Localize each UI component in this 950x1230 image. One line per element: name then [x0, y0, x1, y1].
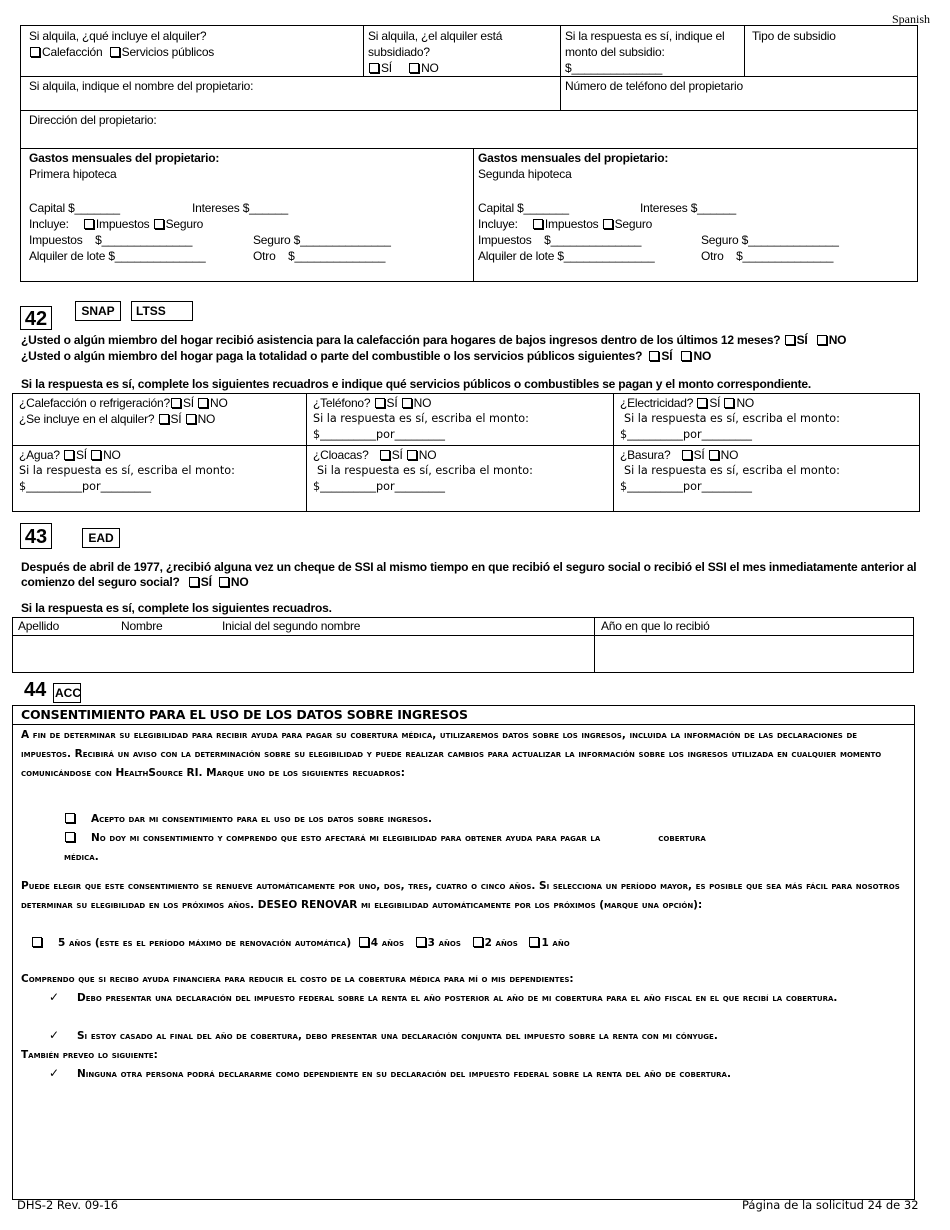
trash-label: ¿Basura?: [620, 448, 671, 462]
trash-no-checkbox[interactable]: [709, 450, 719, 460]
insurance-option-left: Seguro: [165, 217, 204, 231]
phone-amount-prompt: Si la respuesta es sí, escriba el monto:: [313, 412, 529, 425]
subsidized-yes-checkbox[interactable]: [369, 63, 379, 73]
yes-label: SÍ: [75, 448, 87, 462]
middle-initial-header: Inicial del segundo nombre: [222, 619, 361, 633]
language-label: Spanish: [891, 12, 930, 26]
subsidy-amount-field[interactable]: $______________: [565, 61, 663, 75]
subsidized-no-checkbox[interactable]: [409, 63, 419, 73]
taxes-checkbox-left[interactable]: [84, 219, 94, 229]
trash-amount-prompt: Si la respuesta es sí, escriba el monto:: [624, 464, 840, 477]
consent-accept-label: Acepto dar mi consentimiento para el uso de los datos sobre ingresos.: [91, 813, 433, 825]
yes-label: SÍ: [391, 448, 403, 462]
capital-field-right[interactable]: Capital $_______: [478, 201, 569, 215]
renew-2-checkbox[interactable]: [473, 937, 483, 947]
renew-5-checkbox[interactable]: [32, 937, 42, 947]
taxes-option-right: Impuestos: [544, 217, 599, 231]
q42-2-no-checkbox[interactable]: [681, 351, 691, 361]
yes-label: SÍ: [709, 396, 721, 410]
included-yes-checkbox[interactable]: [159, 414, 169, 424]
insurance-option-right: Seguro: [614, 217, 653, 231]
page-total: 32: [903, 1198, 919, 1212]
q42-question-2: ¿Usted o algún miembro del hogar paga la totalidad o parte del combustible o los servicios públicos siguientes?: [21, 349, 643, 363]
no-label: NO: [720, 448, 739, 462]
heating-cooling-label: ¿Calefacción o refrigeración?: [19, 396, 170, 410]
yes-label: SÍ: [381, 61, 392, 75]
electricity-amount-field[interactable]: $__________por_________: [620, 428, 752, 441]
trash-yes-checkbox[interactable]: [682, 450, 692, 460]
heating-no-checkbox[interactable]: [198, 398, 208, 408]
water-amount-prompt: Si la respuesta es sí, escriba el monto:: [19, 464, 235, 477]
insurance-checkbox-right[interactable]: [603, 219, 613, 229]
no-label: NO: [103, 448, 121, 462]
renew-text: Puede elegir que este consentimiento se renueve automáticamente por uno, dos, tres, cuatro o cinco años. Si selecciona un período mayor, es posible que sea más fácil para nosotros determinar su elegibilidad en los próximos años. DESEO RENOVAR mi elegibilidad automáticamente por los próximos (marque una opción):: [21, 880, 900, 911]
question-44-number: 44: [24, 679, 47, 701]
taxes-field-right[interactable]: Impuestos $______________: [478, 233, 642, 247]
last-name-header: Apellido: [18, 619, 60, 633]
electricity-yes-checkbox[interactable]: [697, 398, 707, 408]
phone-no-checkbox[interactable]: [402, 398, 412, 408]
capital-field-left[interactable]: Capital $_______: [29, 201, 120, 215]
renew-4-label: 4 años: [370, 937, 405, 949]
q43-question: Después de abril de 1977, ¿recibió alguna vez un cheque de SSI al mismo tiempo en que recibió el seguro social o recibió el SSI el mes inmediatamente anterior al comienzo del seguro social?: [21, 560, 917, 589]
q42-instruction: Si la respuesta es sí, complete los siguientes recuadros e indique qué servicios públicos o combustibles se pagan y el monto correspondiente.: [21, 377, 812, 391]
heating-checkbox[interactable]: [30, 47, 40, 57]
no-label: NO: [413, 396, 432, 410]
ssi-year-input[interactable]: [595, 636, 913, 672]
yes-label: SÍ: [182, 396, 194, 410]
sewer-label: ¿Cloacas?: [313, 448, 369, 462]
page-current: 24: [867, 1198, 883, 1212]
no-label: NO: [421, 61, 439, 75]
owner-address-label: Dirección del propietario:: [29, 113, 157, 127]
renew-1-checkbox[interactable]: [529, 937, 539, 947]
snap-tag: SNAP: [75, 301, 121, 321]
page-of: de: [885, 1198, 901, 1212]
consent-decline-label: No doy mi consentimiento y comprendo que esto afectará mi elegibilidad para obtener ayuda para pagar la: [91, 832, 601, 844]
rent-subsidized-label-2: subsidiado?: [368, 45, 430, 59]
consent-title: CONSENTIMIENTO PARA EL USO DE LOS DATOS SOBRE INGRESOS: [21, 707, 468, 722]
no-label: NO: [693, 349, 712, 363]
utilities-option-label: Servicios públicos: [121, 45, 215, 59]
renew-5-label: 5 años (este es el período máximo de renovación automática): [58, 937, 352, 949]
q42-1-no-checkbox[interactable]: [817, 335, 827, 345]
lot-rent-field-right[interactable]: Alquiler de lote $______________: [478, 249, 655, 263]
insurance-field-right[interactable]: Seguro $______________: [701, 233, 839, 247]
lot-rent-field-left[interactable]: Alquiler de lote $______________: [29, 249, 206, 263]
yes-label: SÍ: [693, 448, 705, 462]
other-field-right[interactable]: Otro $______________: [701, 249, 834, 263]
heating-option-label: Calefacción: [42, 45, 103, 59]
trash-amount-field[interactable]: $__________por_________: [620, 480, 752, 493]
taxes-option-left: Impuestos: [95, 217, 150, 231]
taxes-checkbox-right[interactable]: [533, 219, 543, 229]
expenses-title-right: Gastos mensuales del propietario:: [478, 151, 669, 165]
included-no-checkbox[interactable]: [186, 414, 196, 424]
subsidy-amount-label-1: Si la respuesta es sí, indique el: [565, 29, 725, 43]
ssi-name-input[interactable]: [13, 636, 593, 672]
checkmark-icon: ✓: [49, 1028, 60, 1042]
q43-no-checkbox[interactable]: [219, 577, 229, 587]
consent-accept-checkbox[interactable]: [65, 813, 75, 823]
obligation-1: Debo presentar una declaración del impuesto federal sobre la renta el año posterior al año de mi cobertura para el año fiscal en el que recibí la cobertura.: [77, 992, 838, 1004]
sewer-no-checkbox[interactable]: [407, 450, 417, 460]
subsidy-type-label: Tipo de subsidio: [752, 29, 836, 43]
consent-intro: A fin de determinar su elegibilidad para recibir ayuda para pagar su cobertura médica, utilizaremos datos sobre los ingresos, incluida la información de las declaraciones de impuestos. Recibirá un aviso con la determinación sobre su elegibilidad y puede realizar cambios para actualizar la información sobre los ingresos utilizada en cualquier momento comunicándose con HealthSource RI. Marque uno de los siguientes recuadros:: [21, 729, 882, 779]
electricity-no-checkbox[interactable]: [724, 398, 734, 408]
water-yes-checkbox[interactable]: [64, 450, 74, 460]
page-number: [742, 1198, 919, 1212]
checkmark-icon: ✓: [49, 1066, 60, 1080]
taxes-field-left[interactable]: Impuestos $______________: [29, 233, 193, 247]
understand-text: Comprendo que si recibo ayuda financiera para reducir el costo de la cobertura médica para mí o mis dependientes:: [21, 973, 574, 985]
no-label: NO: [418, 448, 437, 462]
water-no-checkbox[interactable]: [91, 450, 101, 460]
year-received-header: Año en que lo recibió: [601, 619, 710, 633]
no-label: NO: [230, 575, 249, 589]
renew-1-label: 1 año: [541, 937, 570, 949]
form-id: DHS-2 Rev. 09-16: [17, 1198, 119, 1212]
yes-label: SÍ: [661, 349, 673, 363]
second-mortgage-label: Segunda hipoteca: [478, 167, 572, 181]
phone-yes-checkbox[interactable]: [375, 398, 385, 408]
obligation-3: Ninguna otra persona podrá declararme como dependiente en su declaración del impuesto federal sobre la renta del año de cobertura.: [77, 1068, 731, 1080]
water-label: ¿Agua?: [19, 448, 60, 462]
renew-3-label: 3 años: [427, 937, 461, 949]
sewer-yes-checkbox[interactable]: [380, 450, 390, 460]
renew-2-label: 2 años: [484, 937, 518, 949]
question-42-number: 42: [20, 306, 52, 330]
includes-label-left: Incluye:: [29, 217, 69, 231]
sewer-amount-field[interactable]: $__________por_________: [313, 480, 445, 493]
q42-question-1: ¿Usted o algún miembro del hogar recibió asistencia para la calefacción para hogares de bajos ingresos dentro de los últimos 12 meses?: [21, 333, 781, 347]
yes-label: SÍ: [796, 333, 808, 347]
owner-phone-label: Número de teléfono del propietario: [565, 79, 743, 93]
phone-amount-field[interactable]: $__________por_________: [313, 428, 445, 441]
q43-instruction: Si la respuesta es sí, complete los siguientes recuadros.: [21, 601, 332, 615]
first-name-header: Nombre: [121, 619, 163, 633]
includes-label-right: Incluye:: [478, 217, 518, 231]
renew-3-checkbox[interactable]: [416, 937, 426, 947]
utilities-checkbox[interactable]: [110, 47, 120, 57]
q43-yes-checkbox[interactable]: [189, 577, 199, 587]
no-label: NO: [828, 333, 847, 347]
obligation-2: Si estoy casado al final del año de cobertura, debo presentar una declaración conjunta del impuesto sobre la renta con mi cónyuge.: [77, 1030, 718, 1042]
owner-name-label: Si alquila, indique el nombre del propietario:: [29, 79, 254, 93]
rent-subsidized-label-1: Si alquila, ¿el alquiler está: [368, 29, 503, 43]
consent-decline-checkbox[interactable]: [65, 832, 75, 842]
ead-tag: EAD: [82, 528, 120, 548]
expenses-title-left: Gastos mensuales del propietario:: [29, 151, 220, 165]
renew-4-checkbox[interactable]: [359, 937, 369, 947]
interest-field-left[interactable]: Intereses $______: [192, 201, 289, 215]
yes-label: SÍ: [200, 575, 212, 589]
acc-tag: ACC: [53, 683, 81, 703]
interest-field-right[interactable]: Intereses $______: [640, 201, 737, 215]
no-label: NO: [736, 396, 755, 410]
included-in-rent-label: ¿Se incluye en el alquiler?: [19, 412, 155, 426]
consent-decline-label-b: cobertura: [658, 832, 706, 844]
no-label: NO: [197, 412, 216, 426]
rent-includes-label: Si alquila, ¿qué incluye el alquiler?: [29, 29, 207, 43]
heating-yes-checkbox[interactable]: [171, 398, 181, 408]
electricity-label: ¿Electricidad?: [620, 396, 694, 410]
q42-1-yes-checkbox[interactable]: [785, 335, 795, 345]
question-43-number: 43: [20, 523, 52, 549]
also-text: También preveo lo siguiente:: [21, 1049, 158, 1061]
ltss-tag: LTSS: [131, 301, 193, 321]
checkmark-icon: ✓: [49, 990, 60, 1004]
first-mortgage-label: Primera hipoteca: [29, 167, 117, 181]
page-label: Página de la solicitud: [742, 1198, 864, 1212]
insurance-field-left[interactable]: Seguro $______________: [253, 233, 391, 247]
insurance-checkbox-left[interactable]: [154, 219, 164, 229]
water-amount-field[interactable]: $__________por_________: [19, 480, 151, 493]
consent-decline-label-c: médica.: [64, 851, 99, 863]
yes-label: SÍ: [170, 412, 182, 426]
subsidy-amount-label-2: monto del subsidio:: [565, 45, 665, 59]
phone-label: ¿Teléfono?: [313, 396, 371, 410]
no-label: NO: [210, 396, 228, 410]
sewer-amount-prompt: Si la respuesta es sí, escriba el monto:: [317, 464, 533, 477]
electricity-amount-prompt: Si la respuesta es sí, escriba el monto:: [624, 412, 840, 425]
yes-label: SÍ: [386, 396, 398, 410]
q42-2-yes-checkbox[interactable]: [649, 351, 659, 361]
other-field-left[interactable]: Otro $______________: [253, 249, 386, 263]
